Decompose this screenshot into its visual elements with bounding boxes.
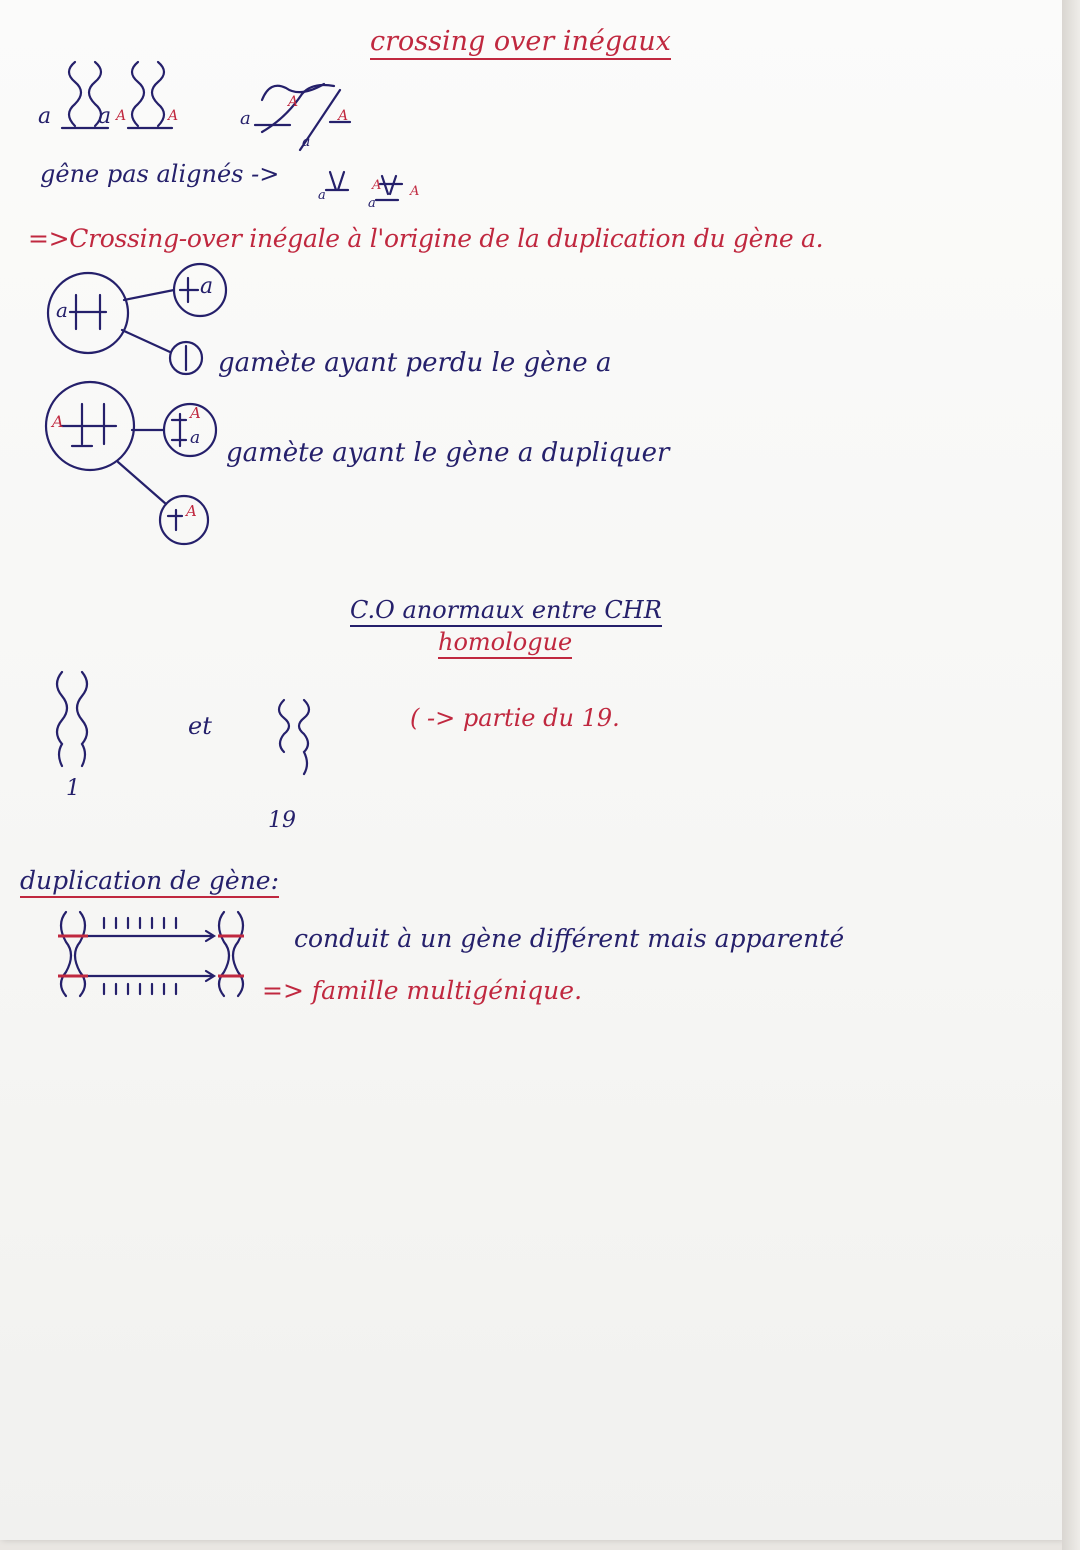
result-label: A <box>372 178 382 193</box>
section-title-abnormal-co: C.O anormaux entre CHR <box>350 596 662 627</box>
duplication-chromosome-left-icon <box>61 912 85 996</box>
gamete-a-label: a <box>200 274 214 299</box>
result-label: A <box>410 184 420 199</box>
connector-text: et <box>188 712 212 740</box>
section-title-crossing-over: crossing over inégaux <box>370 26 671 60</box>
chromosome-label: A <box>168 108 179 124</box>
gamete-A-icon <box>160 496 208 544</box>
gamete-dup-top-label: A <box>190 404 201 422</box>
chromosome-1-label: 1 <box>66 776 80 801</box>
chromosome-label: a <box>98 104 112 129</box>
chromosome-1-icon <box>57 672 87 766</box>
chromosome-19-label: 19 <box>268 808 296 833</box>
section-title-abnormal-co-line2: homologue <box>438 628 572 659</box>
chromosome-pair-2-icon <box>128 62 172 128</box>
chromosome-19-icon <box>279 700 309 774</box>
result-chromosome-1-icon <box>326 172 348 190</box>
chromosome-label: a <box>38 104 52 129</box>
section-title-gene-duplication <box>20 866 279 895</box>
conclusion-text: =>Crossing-over inégale à l'origine de la duplication du gène a. <box>28 224 824 253</box>
parent-cell-1-label: a <box>56 298 68 322</box>
parent-cell-2-label: A <box>52 412 64 431</box>
chromosome-label: A <box>116 108 127 124</box>
part-of-19-note: ( -> partie du 19. <box>410 704 620 732</box>
chromosome-label: a <box>240 108 251 129</box>
chromosome-label: a <box>302 134 311 150</box>
gamete-lost-text: gamète ayant perdu le gène a <box>218 348 612 378</box>
result-label: a <box>318 188 326 203</box>
gamete-A-label: A <box>186 502 197 520</box>
duplication-red-marks <box>58 936 244 976</box>
leads-to-text: conduit à un gène différent mais apparenté <box>294 924 845 953</box>
chromosome-label: A <box>288 94 299 110</box>
result-label: a <box>368 196 376 211</box>
gamete-dup-bottom-label: a <box>190 428 201 448</box>
genes-not-aligned-text: gêne pas alignés -> <box>40 160 280 188</box>
page-edge <box>1062 0 1080 1550</box>
chromosome-label: A <box>338 108 349 124</box>
gamete-duplicated-text: gamète ayant le gène a dupliquer <box>226 438 670 468</box>
duplication-title-text: duplication de gène: <box>20 866 279 898</box>
duplication-chromosome-right-icon <box>219 912 243 996</box>
multigene-family-text: => famille multigénique. <box>262 976 583 1005</box>
